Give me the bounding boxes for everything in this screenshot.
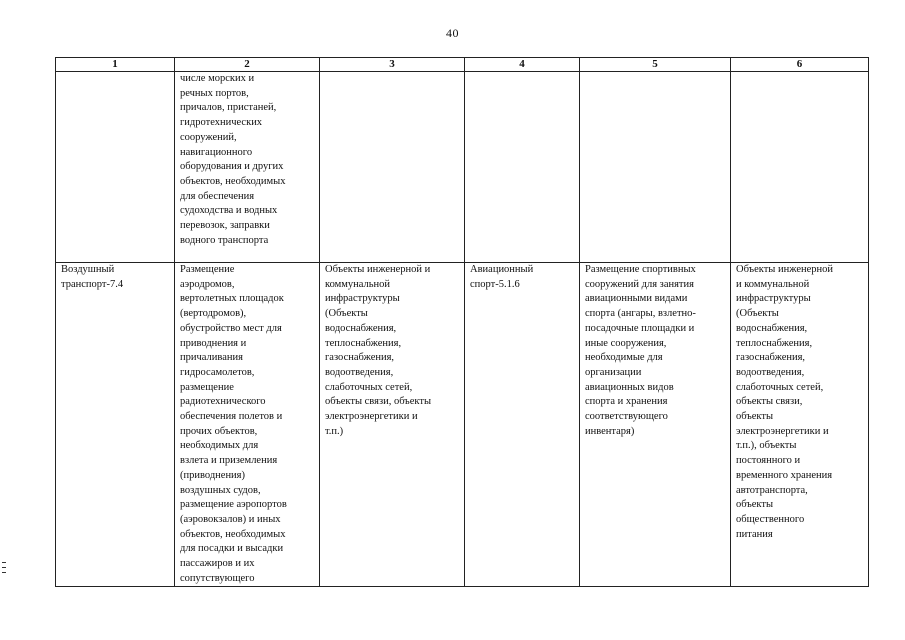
cell-text-line: водного транспорта	[180, 234, 269, 246]
cell-text-line: аэродромов,	[180, 278, 235, 290]
cell-air-description	[175, 263, 320, 587]
column-header-2: 2	[175, 58, 320, 72]
cell-text-line: объекты	[736, 499, 774, 511]
cell-text-line: электроэнергетики и	[325, 411, 418, 423]
cell-text-line: прочих объектов,	[180, 425, 258, 437]
cell-text-line: и коммунальной	[736, 278, 810, 290]
cell-text-line: постоянного и	[736, 455, 801, 467]
cell-cont-col1	[56, 72, 175, 263]
cell-air-conditional-objects	[731, 263, 869, 587]
margin-mark	[2, 572, 6, 573]
cell-text-line: водоотведения,	[736, 366, 805, 378]
cell-text-line: спорта и хранения	[585, 396, 668, 408]
cell-text-line: гидросамолетов,	[180, 366, 255, 378]
cell-text-line: слаботочных сетей,	[736, 381, 824, 393]
cell-text-line: приводнения и	[180, 337, 247, 349]
cell-text-line: соответствующего	[585, 411, 668, 423]
cell-text-line: (приводнения)	[180, 469, 246, 481]
cell-text-line: авиационными видами	[585, 293, 688, 305]
cell-text-line: навигационного	[180, 146, 253, 158]
cell-text-line: питания	[736, 528, 773, 540]
column-header-5: 5	[580, 58, 731, 72]
cell-text-line: Размещение спортивных	[585, 264, 696, 275]
cell-text-line: пассажиров и их	[180, 558, 255, 570]
cell-cont-col2	[175, 72, 320, 263]
cell-text-line: для посадки и высадки	[180, 543, 284, 555]
cell-text-line: объектов, необходимых	[180, 175, 286, 187]
cell-text-line: теплоснабжения,	[325, 337, 402, 349]
cell-text-line: (аэровокзалов) и иных	[180, 513, 281, 525]
cell-text-line: общественного	[736, 513, 805, 525]
cell-text-line: причалов, пристаней,	[180, 102, 277, 114]
cell-text-line: судоходства и водных	[180, 205, 278, 217]
cell-text-line: авиационных видов	[585, 381, 674, 393]
cell-cont-col4	[465, 72, 580, 263]
cell-text-line: перевозок, заправки	[180, 220, 270, 232]
cell-text-line: необходимых для	[180, 440, 259, 452]
cell-text-line: организации	[585, 366, 642, 378]
cell-text-line: водоснабжения,	[325, 322, 397, 334]
cell-text-line: воздушных судов,	[180, 484, 261, 496]
cell-text-line: объекты связи,	[736, 396, 803, 408]
cell-text-line: т.п.), объекты	[736, 440, 797, 452]
cell-text-line: размещение	[180, 381, 234, 393]
page-number: 40	[446, 26, 459, 40]
cell-text-line: Объекты инженерной	[736, 264, 834, 275]
cell-text-line: размещение аэропортов	[180, 499, 287, 511]
cell-text-line: слаботочных сетей,	[325, 381, 413, 393]
cell-text-line: (вертодромов),	[180, 308, 247, 320]
cell-text-line: Воздушный	[61, 264, 115, 275]
cell-text-line: необходимые для	[585, 352, 663, 364]
cell-text-line: иные сооружения,	[585, 337, 667, 349]
cell-text-line: инфраструктуры	[325, 293, 400, 305]
cell-text-line: (Объекты	[736, 308, 779, 320]
cell-text-line: для обеспечения	[180, 190, 255, 202]
column-header-3: 3	[320, 58, 465, 72]
cell-cont-col6	[731, 72, 869, 263]
cell-text-line: водоснабжения,	[736, 322, 808, 334]
cell-text-line: объекты	[736, 411, 774, 423]
cell-cont-col5	[580, 72, 731, 263]
cell-text-line: (Объекты	[325, 308, 368, 320]
cell-text-line: транспорт-7.4	[61, 278, 124, 290]
cell-air-conditional-use	[465, 263, 580, 587]
margin-mark	[2, 562, 6, 563]
cell-air-auxiliary-objects	[320, 263, 465, 587]
cell-text-line: автотранспорта,	[736, 484, 808, 496]
cell-text-line: инвентаря)	[585, 425, 635, 437]
cell-text-line: обустройство мест для	[180, 322, 282, 334]
cell-text-line: Размещение	[180, 264, 235, 275]
cell-text-line: причаливания	[180, 352, 243, 364]
cell-text-line: оборудования и других	[180, 161, 284, 173]
table-row-air-transport	[56, 263, 869, 587]
cell-text-line: теплоснабжения,	[736, 337, 813, 349]
cell-text-line: т.п.)	[325, 425, 344, 437]
cell-text-line: числе морских и	[180, 73, 255, 84]
cell-text-line: газоснабжения,	[325, 352, 395, 364]
cell-text-line: электроэнергетики и	[736, 425, 829, 437]
cell-text-line: Объекты инженерной и	[325, 264, 431, 275]
column-header-4: 4	[465, 58, 580, 72]
cell-text-line: сооружений,	[180, 131, 237, 143]
cell-text-line: Авиационный	[470, 264, 534, 275]
cell-air-conditional-description	[580, 263, 731, 587]
cell-text-line: сооружений для занятия	[585, 278, 694, 290]
cell-text-line: вертолетных площадок	[180, 293, 284, 305]
cell-text-line: объектов, необходимых	[180, 528, 286, 540]
cell-text-line: водоотведения,	[325, 366, 394, 378]
cell-text-line: речных портов,	[180, 87, 249, 99]
cell-text-line: спорт-5.1.6	[470, 278, 520, 290]
cell-air-use-code	[56, 263, 175, 587]
column-header-1: 1	[56, 58, 175, 72]
cell-text-line: временного хранения	[736, 469, 833, 481]
margin-mark	[2, 567, 6, 568]
cell-text-line: спорта (ангары, взлетно-	[585, 308, 696, 320]
cell-text-line: радиотехнического	[180, 396, 266, 408]
cell-text-line: сопутствующего	[180, 572, 255, 584]
cell-text-line: коммунальной	[325, 278, 391, 290]
cell-text-line: объекты связи, объекты	[325, 396, 432, 408]
cell-text-line: газоснабжения,	[736, 352, 806, 364]
table-header-row	[56, 58, 869, 72]
land-use-table	[55, 57, 869, 587]
margin-marks	[2, 562, 6, 577]
cell-text-line: посадочные площадки и	[585, 322, 695, 334]
table-row-water-transport-continuation	[56, 72, 869, 263]
cell-text-line: инфраструктуры	[736, 293, 811, 305]
cell-text-line: взлета и приземления	[180, 455, 278, 467]
cell-text-line: гидротехнических	[180, 117, 263, 129]
column-header-6: 6	[731, 58, 869, 72]
cell-cont-col3	[320, 72, 465, 263]
cell-text-line: обеспечения полетов и	[180, 411, 283, 423]
